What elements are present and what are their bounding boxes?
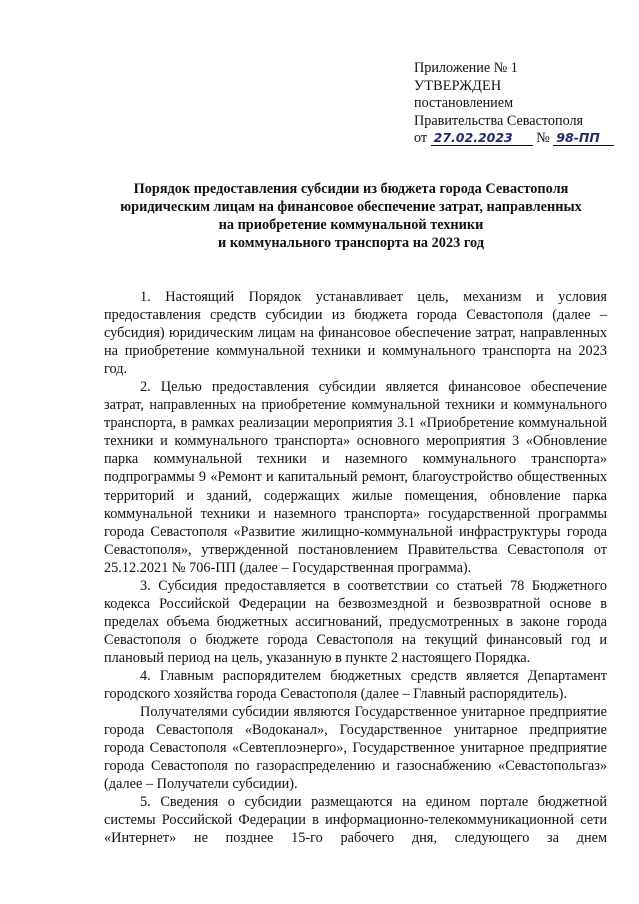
title-line: и коммунального транспорта на 2023 год bbox=[218, 235, 484, 251]
paragraph-4: 4. Главным распорядителем бюджетных средств является Департамент городского хозяйства города Севастополя (далее – Главный распорядитель). bbox=[104, 667, 607, 703]
document-body bbox=[104, 288, 607, 847]
title-line: Порядок предоставления субсидии из бюджета города Севастополя bbox=[133, 181, 569, 197]
approved-label: УТВЕРЖДЕН bbox=[414, 77, 502, 94]
approval-stamp bbox=[414, 60, 614, 148]
document-title bbox=[96, 180, 606, 252]
number-prefix: № bbox=[536, 130, 550, 146]
title-line: на приобретение коммунальной техники bbox=[218, 217, 484, 233]
annex-label: Приложение № 1 bbox=[414, 60, 518, 76]
paragraph-1: 1. Настоящий Порядок устанавливает цель, механизм и условия предоставления средств субсидии из бюджета города Севастополя (далее – субсидия) юридическим лицам на финансовое обеспечение затрат, направленных на приобретение коммунальной техники и коммунального транспорта на 2023 год. bbox=[104, 289, 607, 378]
title-line: юридическим лицам на финансовое обеспечение затрат, направленных bbox=[120, 199, 582, 215]
paragraph-recipients: Получателями субсидии являются Государственное унитарное предприятие города Севастополя «Водоканал», Государственное унитарное предприятие города Севастополя «Севтеплоэнерго», Государственное унитарное предприятие города Севастополя по газораспределению и газоснабжению «Севастопольгаз» (далее – Получатели субсидии). bbox=[104, 704, 607, 793]
government-label: Правительства Севастополя bbox=[414, 112, 584, 129]
date-number-line bbox=[414, 130, 614, 148]
paragraph-3: 3. Субсидия предоставляется в соответствии со статьей 78 Бюджетного кодекса Российской Федерации на безвозмездной и безвозвратной основе в пределах объема бюджетных ассигнований, предусмотренных в законе города Севастополя о бюджете города Севастополя на текущий финансовый год и плановый период на цель, указанную в пункте 2 настоящего Порядка. bbox=[104, 577, 607, 666]
handwritten-number: 98-ПП bbox=[553, 131, 614, 146]
paragraph-5: 5. Сведения о субсидии размещаются на едином портале бюджетной системы Российской Федерации в информационно-телекоммуникационной сети «Интернет» не позднее 15-го рабочего дня, следующего за днем bbox=[104, 794, 607, 847]
handwritten-date: 27.02.2023 bbox=[431, 131, 533, 146]
paragraph-2: 2. Целью предоставления субсидии является финансовое обеспечение затрат, направленных на приобретение коммунальной техники и коммунального транспорта, в рамках реализации мероприятия 3.1 «Приобретение коммунальной техники и коммунального транспорта» основного мероприятия 3 «Обновление парка коммунальной техники и наземного коммунального транспорта» подпрограммы 9 «Ремонт и капитальный ремонт, благоустройство общественных территорий и зданий, содержащих жилые помещения, обновление парка коммунальной техники и наземного транспорта» государственной программы города Севастополя «Развитие жилищно-коммунальной инфраструктуры города Севастополя», утвержденной постановлением Правительства Севастополя от 25.12.2021 № 706-ПП (далее – Государственная программа). bbox=[104, 379, 607, 576]
date-prefix: от bbox=[414, 130, 428, 146]
resolution-label: постановлением bbox=[414, 95, 514, 111]
